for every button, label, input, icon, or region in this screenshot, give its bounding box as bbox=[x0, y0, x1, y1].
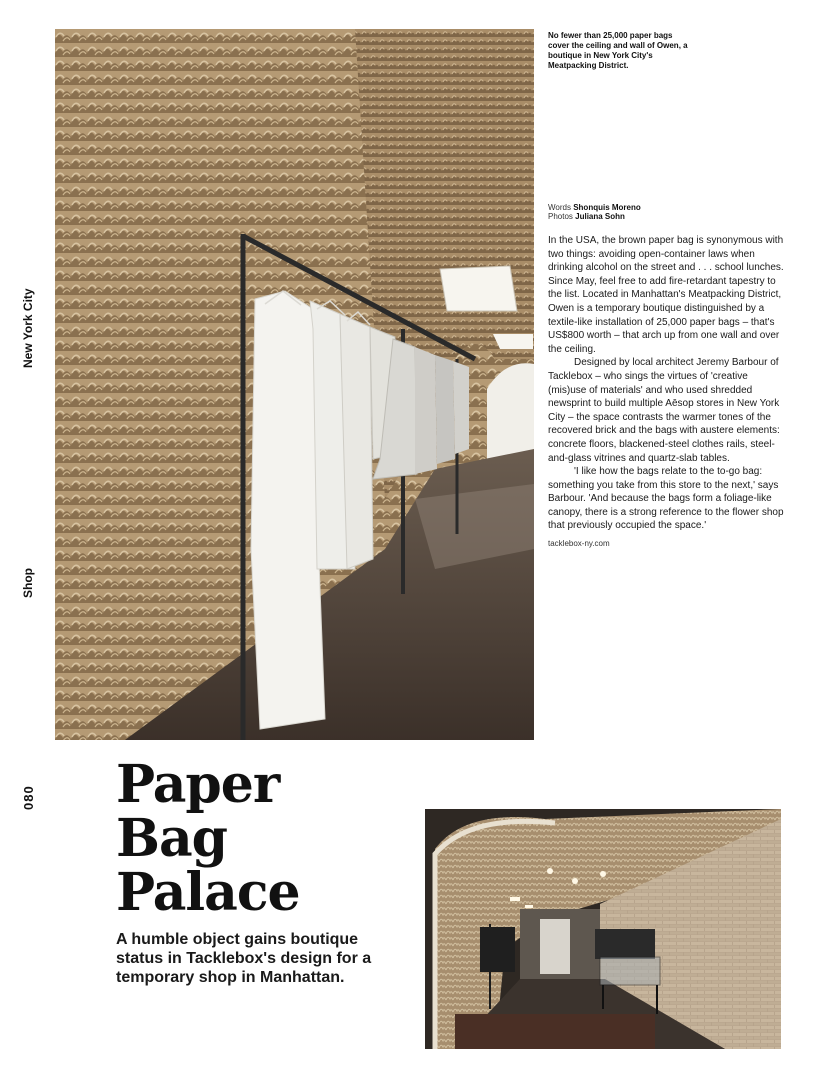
article-headline bbox=[116, 754, 300, 923]
credits bbox=[548, 203, 748, 221]
section-city-label: New York City bbox=[21, 288, 35, 368]
section-label: Shop bbox=[21, 568, 35, 598]
second-interior-photo bbox=[425, 809, 781, 1049]
article-paragraph-2: Designed by local architect Jeremy Barbour of Tacklebox – who sings the virtues of 'creative (mis)use of materials' and who used shredded newsprint to build multiple Aēsop stores in New York City – the space contrasts the warmer tones of the recovered brick and the bags with austere elements: concrete floors, blackened-steel clothes rails, steel-and-glass vitrines and quartz-slab tables. bbox=[548, 357, 780, 464]
words-author: Shonquis Moreno bbox=[573, 203, 641, 212]
article-paragraph-3: 'I like how the bags relate to the to-go bag: something you take from this store to the next,' says Barbour. 'And because the bags form a foliage-like canopy, there is a strong reference to the flower shop that previously occupied the space.' bbox=[548, 466, 784, 532]
headline-line-3: Palace bbox=[116, 862, 300, 923]
headline-line-2: Bag bbox=[116, 808, 228, 869]
website-link[interactable]: tacklebox-ny.com bbox=[548, 539, 610, 549]
page-number: 080 bbox=[21, 785, 36, 810]
standfirst: A humble object gains boutique status in Tacklebox's design for a temporary shop in Manhattan. bbox=[116, 931, 372, 986]
article-body bbox=[548, 234, 784, 551]
photos-author: Juliana Sohn bbox=[575, 212, 625, 221]
headline-line-1: Paper bbox=[116, 754, 280, 815]
words-label: Words bbox=[548, 203, 571, 212]
article-paragraph-1: In the USA, the brown paper bag is synonymous with two things: avoiding open-container laws when drinking alcohol on the street and . . . school lunches. Since May, feel free to add fire-retardant tapestry to the list. Located in Manhattan's Meatpacking District, Owen is a temporary boutique distinguished by a textile-like installation of 25,000 paper bags – that's US$800 worth – that arch up from one wall and over the ceiling. bbox=[548, 235, 784, 355]
photo-caption: No fewer than 25,000 paper bags cover the ceiling and wall of Owen, a boutique in New York City's Meatpacking District. bbox=[548, 31, 688, 70]
photos-label: Photos bbox=[548, 212, 573, 221]
main-interior-photo bbox=[55, 29, 534, 740]
